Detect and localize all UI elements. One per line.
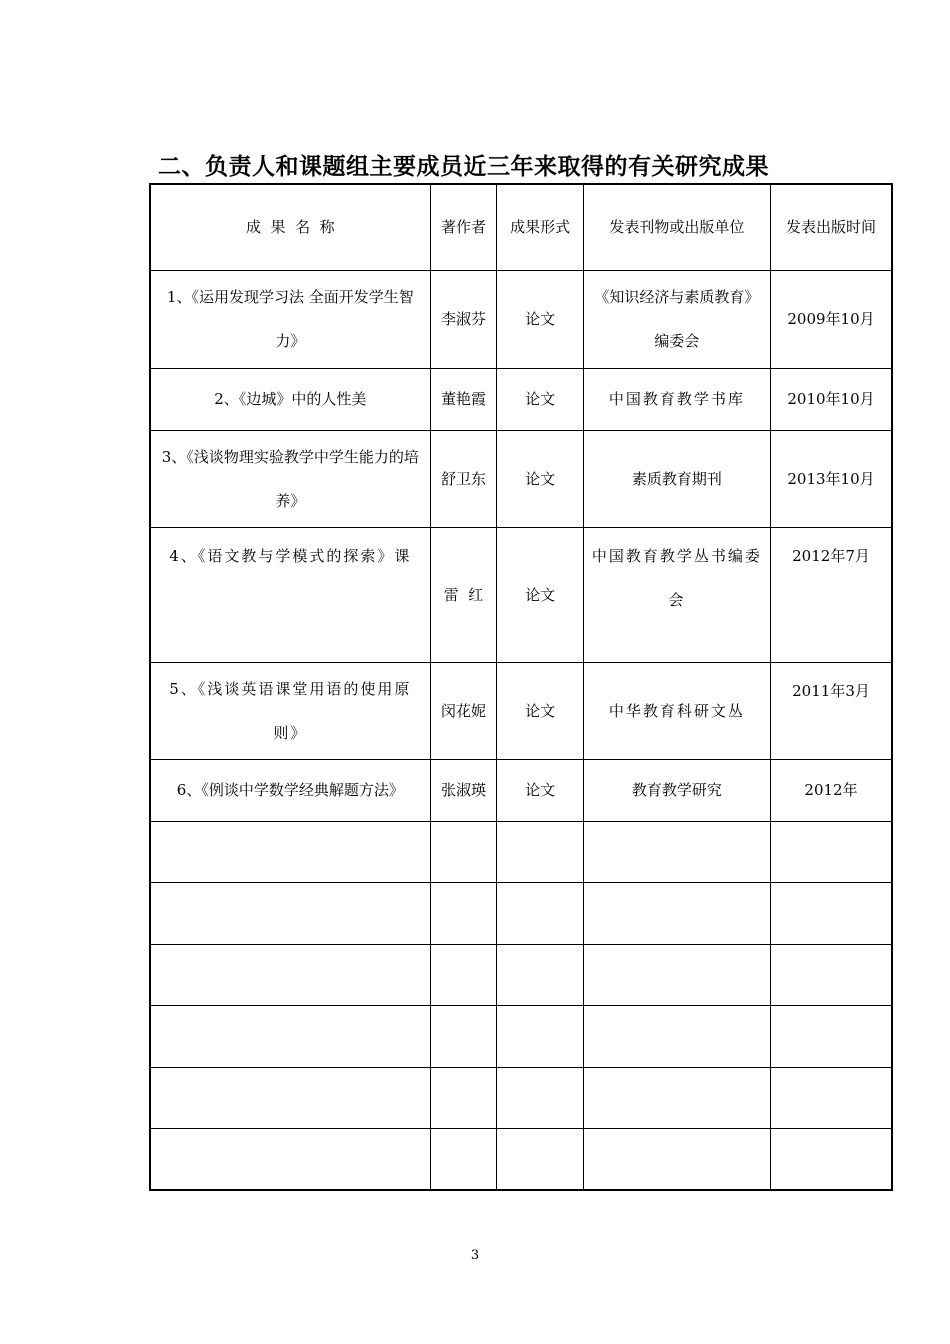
empty-cell <box>430 1005 497 1067</box>
empty-cell <box>497 1005 583 1067</box>
header-cell-date: 发表出版时间 <box>771 184 893 270</box>
empty-cell <box>583 882 770 944</box>
cell-date: 2009年10月 <box>771 270 893 368</box>
cell-name: 3、《浅谈物理实验教学中学生能力的培养》 <box>150 430 430 527</box>
empty-cell <box>497 1067 583 1128</box>
table-row <box>150 759 892 821</box>
cell-form: 论文 <box>497 662 583 759</box>
empty-cell <box>497 1128 583 1190</box>
empty-cell <box>150 821 430 882</box>
empty-cell <box>583 944 770 1005</box>
cell-publisher: 《知识经济与素质教育》编委会 <box>583 270 770 368</box>
cell-publisher: 中华教育科研文丛 <box>583 662 770 759</box>
empty-cell <box>150 1128 430 1190</box>
empty-cell <box>430 944 497 1005</box>
page-number: 3 <box>470 1248 480 1263</box>
cell-name: 2、《边城》中的人性美 <box>150 368 430 430</box>
empty-table-row <box>150 882 892 944</box>
empty-cell <box>497 944 583 1005</box>
cell-date: 2011年3月 <box>771 662 893 759</box>
empty-table-row <box>150 1005 892 1067</box>
table-row <box>150 527 892 662</box>
empty-cell <box>430 1128 497 1190</box>
cell-publisher: 中国教育教学丛书编委会 <box>583 527 770 662</box>
research-results-table <box>149 183 893 1191</box>
cell-form: 论文 <box>497 430 583 527</box>
cell-author: 雷 红 <box>430 527 497 662</box>
cell-form: 论文 <box>497 270 583 368</box>
empty-cell <box>430 1067 497 1128</box>
header-cell-author: 著作者 <box>430 184 497 270</box>
table-header-row <box>150 184 892 270</box>
cell-author: 舒卫东 <box>430 430 497 527</box>
empty-cell <box>583 1067 770 1128</box>
empty-cell <box>497 882 583 944</box>
cell-date: 2010年10月 <box>771 368 893 430</box>
cell-form: 论文 <box>497 368 583 430</box>
table-row <box>150 430 892 527</box>
empty-cell <box>497 821 583 882</box>
empty-cell <box>771 1067 893 1128</box>
empty-cell <box>583 1128 770 1190</box>
cell-publisher: 教育教学研究 <box>583 759 770 821</box>
cell-name: 4、《语文教与学模式的探索》课 <box>150 527 430 662</box>
empty-cell <box>583 821 770 882</box>
empty-cell <box>771 882 893 944</box>
empty-cell <box>771 821 893 882</box>
empty-cell <box>771 1005 893 1067</box>
empty-cell <box>771 944 893 1005</box>
empty-table-row <box>150 1128 892 1190</box>
cell-form: 论文 <box>497 527 583 662</box>
cell-date: 2012年7月 <box>771 527 893 662</box>
empty-table-row <box>150 1067 892 1128</box>
table-row <box>150 270 892 368</box>
empty-cell <box>583 1005 770 1067</box>
empty-table-row <box>150 944 892 1005</box>
cell-date: 2013年10月 <box>771 430 893 527</box>
header-cell-name: 成 果 名 称 <box>150 184 430 270</box>
cell-name: 6、《例谈中学数学经典解题方法》 <box>150 759 430 821</box>
empty-cell <box>150 1005 430 1067</box>
empty-cell <box>771 1128 893 1190</box>
cell-name: 5、《浅谈英语课堂用语的使用原则》 <box>150 662 430 759</box>
empty-table-row <box>150 821 892 882</box>
section-heading: 二、负责人和课题组主要成员近三年来取得的有关研究成果 <box>158 154 769 180</box>
cell-name: 1、《运用发现学习法 全面开发学生智力》 <box>150 270 430 368</box>
empty-cell <box>150 882 430 944</box>
cell-publisher: 素质教育期刊 <box>583 430 770 527</box>
cell-form: 论文 <box>497 759 583 821</box>
header-cell-form: 成果形式 <box>497 184 583 270</box>
cell-author: 张淑瑛 <box>430 759 497 821</box>
table-row <box>150 368 892 430</box>
cell-author: 闵花妮 <box>430 662 497 759</box>
header-cell-publisher: 发表刊物或出版单位 <box>583 184 770 270</box>
empty-cell <box>150 944 430 1005</box>
empty-cell <box>150 1067 430 1128</box>
cell-author: 李淑芬 <box>430 270 497 368</box>
cell-date: 2012年 <box>771 759 893 821</box>
empty-cell <box>430 882 497 944</box>
table-row <box>150 662 892 759</box>
cell-publisher: 中国教育教学书库 <box>583 368 770 430</box>
cell-author: 董艳霞 <box>430 368 497 430</box>
empty-cell <box>430 821 497 882</box>
